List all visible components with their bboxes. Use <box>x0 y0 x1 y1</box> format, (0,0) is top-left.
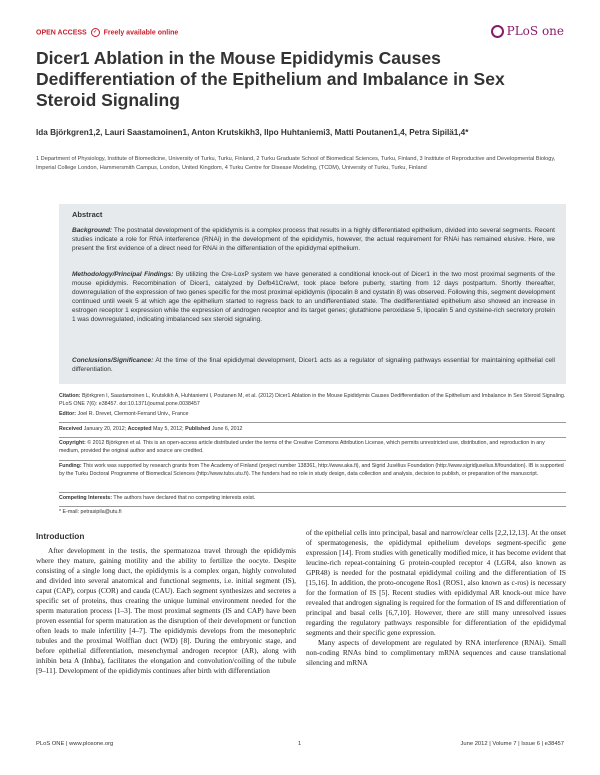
citation-text: Björkgren I, Saastamoinen L, Krutskikh A, Huhtaniemi I, Poutanen M, et al. (2012) Dicer1 Ablation in the Mouse Epididymis Causes Dedifferentiation of the Epithelium and Imbalance in Sex Steroid Signaling. PLoS ONE 7(6): e38457. doi:10.1371/journal.pone.0038457 <box>59 393 566 407</box>
published-date: June 6, 2012 <box>211 426 243 432</box>
editor-label: Editor: <box>59 411 77 417</box>
copyright <box>59 440 566 455</box>
journal-logo <box>491 24 564 38</box>
abstract-background <box>72 226 555 253</box>
funding <box>59 463 566 478</box>
methods-label: Methodology/Principal Findings: <box>72 271 174 278</box>
received-date: January 20, 2012; <box>83 426 127 432</box>
page-number: 1 <box>298 741 302 747</box>
abstract-heading: Abstract <box>72 210 103 219</box>
citation <box>59 393 566 408</box>
open-lock-icon: ✓ <box>91 28 100 37</box>
competing-label: Competing Interests: <box>59 495 112 501</box>
editor-text: Joel R. Drevet, Clermont-Ferrand Univ., France <box>77 411 189 417</box>
divider <box>59 422 566 423</box>
accepted-date: May 5, 2012; <box>152 426 184 432</box>
published-label: Published <box>185 426 211 432</box>
divider <box>59 506 566 507</box>
intro-paragraph: After development in the testis, the spermatozoa travel through the epididymis where they mature, gaining motility and the ability to fertilize the oocyte. Despite consisting of a single long duct, the epididymis is a complex organ, highly convoluted and divided into several anatomical and functional segments, i.e. initial segment (IS), caput (CAP), corpus (COR) and cauda (CAU). Each segment synthesizes and secretes a specific set of proteins, thus creating the unique luminal environment needed for the sperm maturation process [1–3]. The most proximal segments (IS and CAP) have been proven essential for sperm maturation as the disruption of their development or function often leads to male infertility [4–7]. The epididymis develops from the mesonephric tubules and the proximal Wolffian duct (WD) [8]. During the embryonic stage, and before epithelial differentiation, mesenchymal androgen receptor (AR), along with inhibin beta A (Inhba), facilitates the elongation and convolution/coiling of the tubule [9–11]. Development of the epididymis continues after birth with differentiation <box>36 546 296 675</box>
copyright-text: © 2012 Björkgren et al. This is an open-access article distributed under the terms of the Creative Commons Attribution License, which permits unrestricted use, distribution, and reproduction in any medium, provided the original author and source are credited. <box>59 440 545 454</box>
email-label: * E-mail: <box>59 509 80 515</box>
email-address[interactable]: petrasipila@utu.fi <box>80 509 122 515</box>
background-label: Background: <box>72 227 113 234</box>
methods-text: By utilizing the Cre-LoxP system we have generated a conditional knock-out of Dicer1 in the two most proximal segments of the mouse epididymis. Recombination of Dicer1, catalyzed by Defb41Cre/wt, took place before puberty, starting from 12 days postpartum. Shortly thereafter, downregulation of the expression of two genes specific for the most proximal epididymis (lipocalin 8 and cystatin 8) was observed. Following this, segment development continued until week 5 at which age the epithelium started to regress back to an undifferentiated state. The dedifferentiated epithelium also showed an increase in estrogen receptor 1 expression while the expression of androgen receptor and its target genes; glutathione peroxidase 5, lipocalin 5 and cysteine-rich secretory protein 1 was downregulated, indicating imbalanced sex steroid signaling. <box>72 271 556 323</box>
affiliations: 1 Department of Physiology, Institute of Biomedicine, University of Turku, Turku, Finland, 2 Turku Graduate School of Biomedical Sciences, Turku, Finland, 3 Institute of Reproductive and Developmental Biology, Imperial College London, Hammersmith Campus, London, United Kingdom, 4 Turku Centre for Disease Modeling, (TCDM), University of Turku, Turku, Finland <box>36 156 556 171</box>
divider <box>59 437 566 438</box>
journal-logo-text: PLoS one <box>506 24 564 38</box>
contact-email <box>59 509 566 517</box>
funding-label: Funding: <box>59 463 82 469</box>
article-title: Dicer1 Ablation in the Mouse Epididymis Causes Dedifferentiation of the Epithelium and Imbalance in Sex Steroid Signaling <box>36 48 505 110</box>
conclusions-text: At the time of the final epididymal development, Dicer1 acts as a regulator of signaling pathways essential for maintaining epithelial cell differentiation. <box>72 357 556 373</box>
citation-label: Citation: <box>59 393 81 399</box>
plos-logo-icon <box>491 25 504 38</box>
footer-journal: PLoS ONE | www.plosone.org <box>36 741 114 747</box>
competing-interests <box>59 495 566 503</box>
accepted-label: Accepted <box>127 426 152 432</box>
background-text: The postnatal development of the epididymis is a complex process that results in a highly differentiated epithelium, divided into several segments. Recent studies indicate a role for RNA interference (RNAi) in the development of the epididymis, however, the actual requirement for RNAi has remained elusive. Here, we present the first evidence of a direct need for RNAi in the differentiation of the epididymal epithelium. <box>72 227 555 252</box>
abstract-conclusions <box>72 356 555 374</box>
abstract-methods <box>72 270 555 324</box>
page-footer <box>36 741 564 751</box>
divider <box>59 460 566 461</box>
competing-text: The authors have declared that no competing interests exist. <box>113 495 256 501</box>
copyright-label: Copyright: <box>59 440 86 446</box>
conclusions-label: Conclusions/Significance: <box>72 357 154 364</box>
divider <box>59 492 566 493</box>
footer-issue: June 2012 | Volume 7 | Issue 6 | e38457 <box>460 741 564 747</box>
intro-paragraph: Many aspects of development are regulated by RNA interference (RNAi). Small non-coding RNAs bind to complimentary mRNA sequences and cause translational silencing and mRNA <box>306 638 566 667</box>
open-access-banner <box>36 28 178 37</box>
received-label: Received <box>59 426 83 432</box>
journal-header <box>36 26 564 44</box>
dates <box>59 426 566 434</box>
intro-heading: Introduction <box>36 531 85 541</box>
intro-paragraph: of the epithelial cells into principal, basal and narrow/clear cells [2,2,12,13]. At the onset of spermatogenesis, the epididymal epithelium develops segment-specific gene expression [14]. From studies with genetically modified mice, it has become evident that leucine-rich repeat-containing G protein-coupled receptor 4 (LGR4, also known as GPR48) is needed for the postnatal epididymal coiling and the differentiation of IS [15,16]. In addition, the proto-oncogene Ros1 (ROS1, also known as c-ros) is necessary for the formation of IS [5]. Recent studies with epididymal AR knock-out mice have revealed that androgen signaling is required for the formation of IS and differentiation of principal and basal cells [6,7,10]. However, there are still many unresolved issues regarding the regulatory pathways responsible for differentiation of the epididymal segments and their specific gene expression. <box>306 528 566 637</box>
funding-text: This work was supported by research grants from The Academy of Finland (project number 138361, http://www.aka.fi), and Sigrid Jusélius Foundation (http://www.sigridjuselius.fi/foundation). IB is supported by the Turku Doctoral Programme of Biomedical Sciences (http://www.tubs.utu.fi). The funders had no role in study design, data collection and analysis, decision to publish, or preparation of the manuscript. <box>59 463 564 477</box>
open-access-label: OPEN ACCESS <box>36 29 87 37</box>
freely-available-label: Freely available online <box>103 29 179 37</box>
author-list: Ida Björkgren1,2, Lauri Saastamoinen1, Anton Krutskikh3, Ilpo Huhtaniemi3, Matti Poutanen1,4, Petra Sipilä1,4* <box>36 128 469 137</box>
intro-right-column <box>306 528 566 668</box>
intro-left-column <box>36 546 296 676</box>
editor <box>59 411 566 419</box>
